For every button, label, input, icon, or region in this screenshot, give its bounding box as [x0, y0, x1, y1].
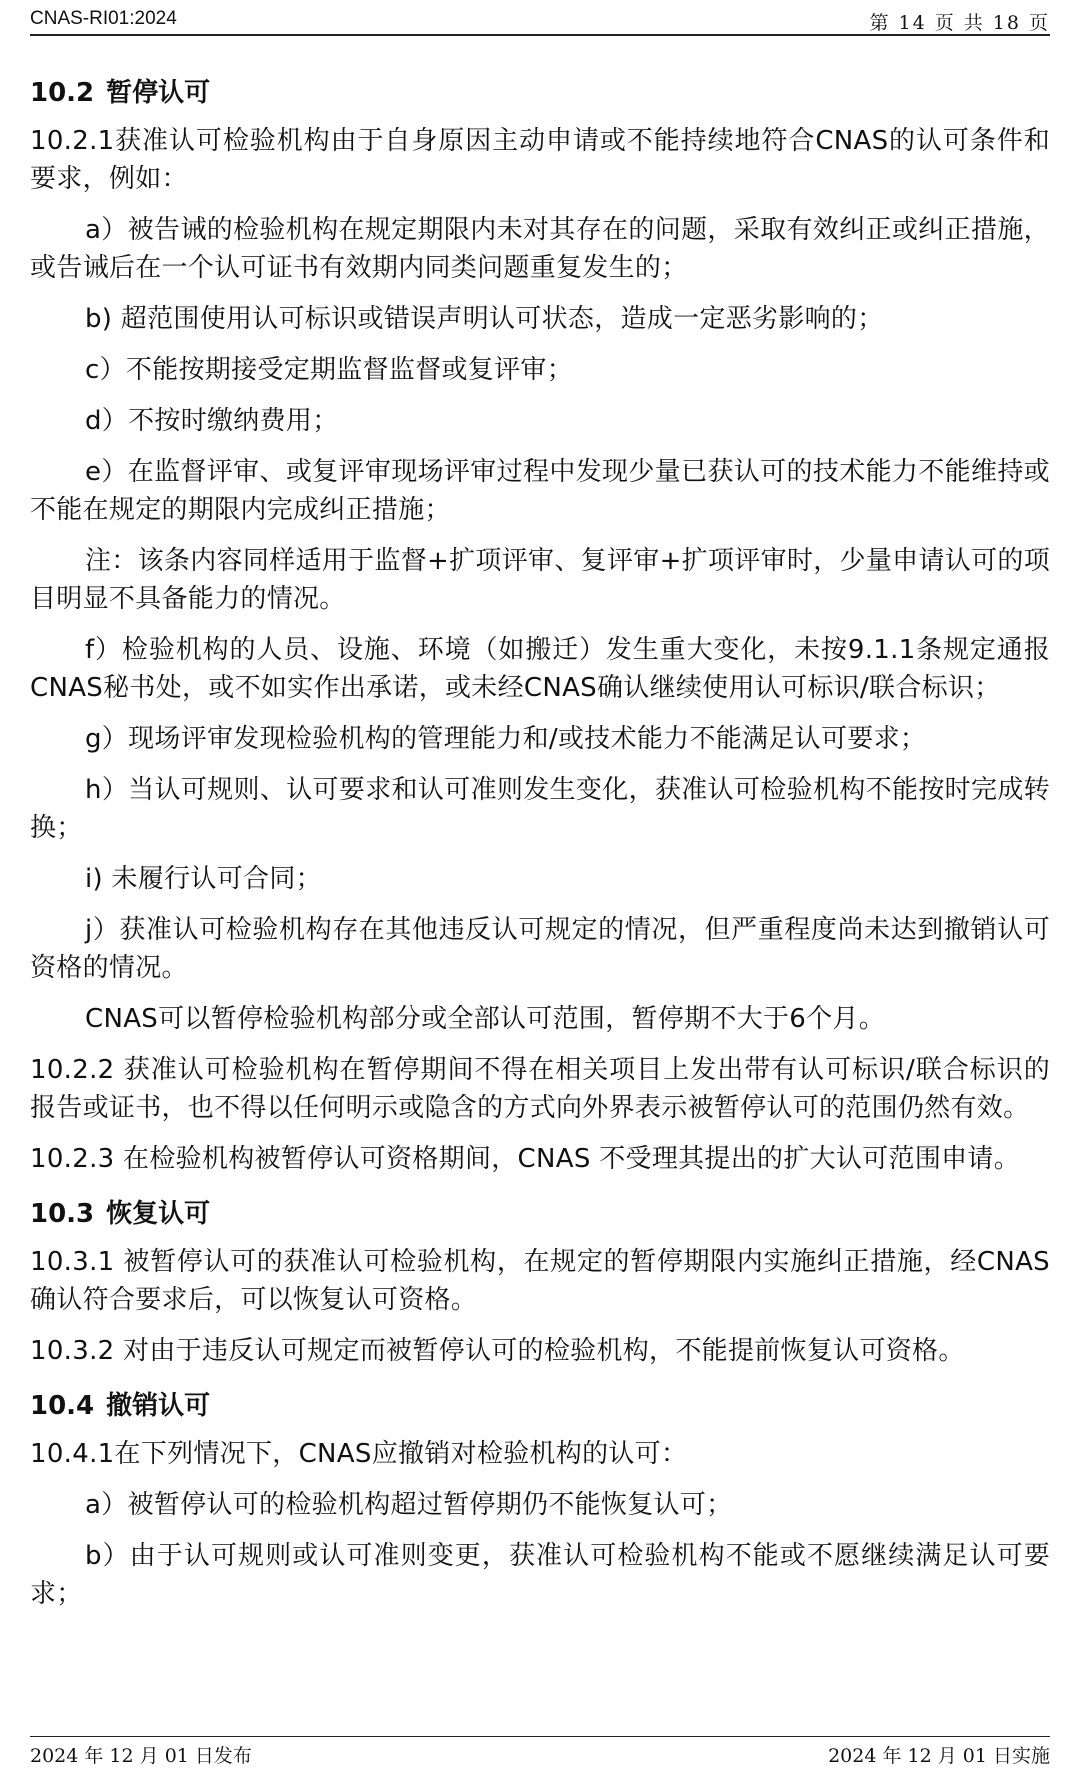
section-number: 10.2	[30, 78, 95, 108]
section-heading	[30, 1191, 1050, 1243]
list-item: b) 超范围使用认可标识或错误声明认可状态，造成一定恶劣影响的；	[85, 304, 884, 334]
page-number: 第 14 页 共 18 页	[869, 12, 1050, 34]
section-title: 恢复认可	[106, 1199, 211, 1229]
paragraph: 10.2.3 在检验机构被暂停认可资格期间，CNAS 不受理其提出的扩大认可范围申请。	[30, 1144, 1021, 1174]
note: 注：该条内容同样适用于监督+扩项评审、复评审+扩项评审时，少量申请认可的项目明显不具备能力的情况。	[30, 546, 1050, 614]
paragraph: 10.3.2 对由于违反认可规定而被暂停认可的检验机构，不能提前恢复认可资格。	[30, 1336, 965, 1366]
list-item: g）现场评审发现检验机构的管理能力和/或技术能力不能满足认可要求；	[85, 724, 927, 754]
issue-date: 2024 年 12 月 01 日发布	[30, 1745, 252, 1767]
list-item: f）检验机构的人员、设施、环境（如搬迁）发生重大变化，未按9.1.1条规定通报CNAS秘书处，或不如实作出承诺，或未经CNAS确认继续使用认可标识/联合标识；	[30, 635, 1050, 703]
list-item: d）不按时缴纳费用；	[85, 406, 339, 436]
section-heading	[30, 70, 1050, 122]
paragraph: 10.2.2 获准认可检验机构在暂停期间不得在相关项目上发出带有认可标识/联合标识的报告或证书，也不得以任何明示或隐含的方式向外界表示被暂停认可的范围仍然有效。	[30, 1055, 1050, 1123]
document-id: CNAS-RI01:2024	[30, 8, 177, 29]
section-title: 撤销认可	[106, 1391, 211, 1421]
paragraph: CNAS可以暂停检验机构部分或全部认可范围，暂停期不大于6个月。	[85, 1004, 886, 1034]
list-item: b）由于认可规则或认可准则变更，获准认可检验机构不能或不愿继续满足认可要求；	[30, 1541, 1050, 1609]
list-item: c）不能按期接受定期监督监督或复评审；	[85, 355, 573, 385]
list-item: a）被告诫的检验机构在规定期限内未对其存在的问题，采取有效纠正或纠正措施，或告诫后在一个认可证书有效期内同类问题重复发生的；	[30, 215, 1050, 283]
section-number: 10.4	[30, 1391, 95, 1421]
list-item: j）获准认可检验机构存在其他违反认可规定的情况，但严重程度尚未达到撤销认可资格的情况。	[30, 915, 1050, 983]
list-item: e）在监督评审、或复评审现场评审过程中发现少量已获认可的技术能力不能维持或不能在规定的期限内完成纠正措施；	[30, 457, 1050, 525]
list-item: i) 未履行认可合同；	[85, 864, 322, 894]
list-item: h）当认可规则、认可要求和认可准则发生变化，获准认可检验机构不能按时完成转换；	[30, 775, 1050, 843]
page-footer	[30, 1736, 1050, 1767]
section-heading	[30, 1383, 1050, 1435]
page-header	[30, 6, 1050, 36]
paragraph: 10.4.1在下列情况下，CNAS应撤销对检验机构的认可：	[30, 1439, 688, 1469]
effective-date: 2024 年 12 月 01 日实施	[828, 1745, 1050, 1767]
document-body	[30, 70, 1050, 1626]
paragraph: 10.2.1获准认可检验机构由于自身原因主动申请或不能持续地符合CNAS的认可条件和要求，例如：	[30, 126, 1050, 194]
section-title: 暂停认可	[106, 78, 211, 108]
paragraph: 10.3.1 被暂停认可的获准认可检验机构，在规定的暂停期限内实施纠正措施，经CNAS 确认符合要求后，可以恢复认可资格。	[30, 1247, 1050, 1315]
section-number: 10.3	[30, 1199, 95, 1229]
list-item: a）被暂停认可的检验机构超过暂停期仍不能恢复认可；	[85, 1490, 733, 1520]
